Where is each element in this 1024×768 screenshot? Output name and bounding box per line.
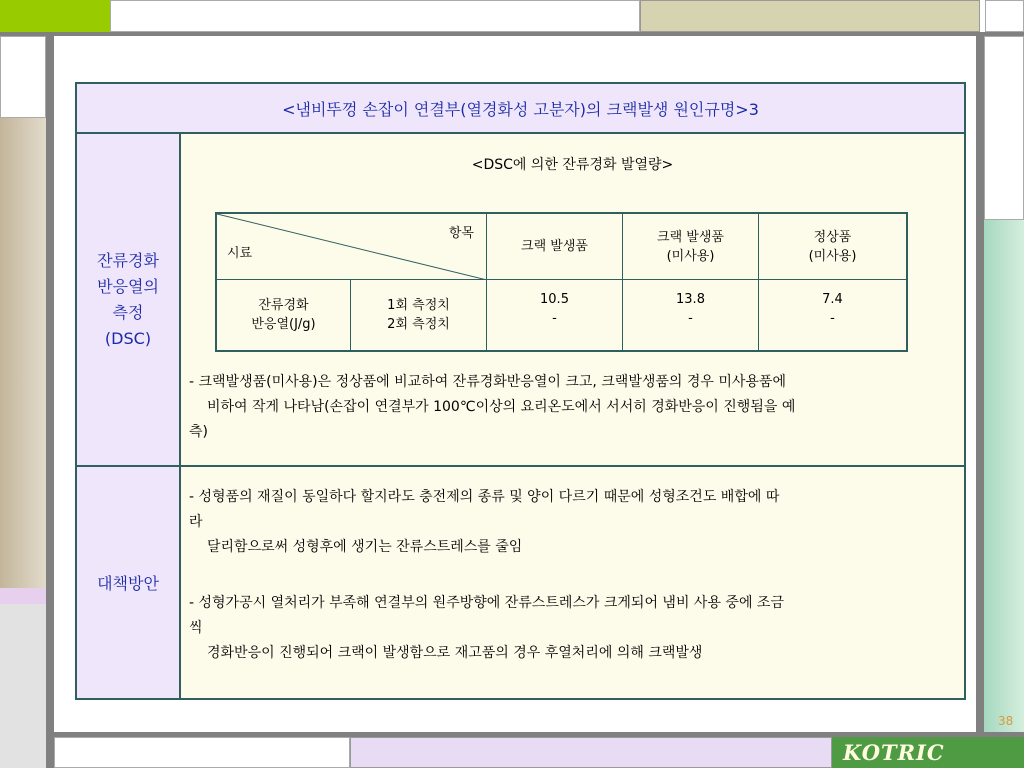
left-gray-block [0, 604, 46, 768]
brand-logo: KOTRIC [843, 740, 945, 765]
left-bar [46, 36, 54, 768]
dsc-caption: <DSC에 의한 잔류경화 발열량> [471, 157, 674, 173]
header-col-crack-unused-sub: (미사용) [666, 248, 715, 264]
dsc-note-line: 비하여 작게 나타남(손잡이 연결부가 100℃이상의 요리온도에서 서서히 경화반응이 진행됨을 예 [207, 399, 796, 415]
top-green-block [0, 0, 110, 32]
header-col-crack-unused-text: 크랙 발생품 [657, 229, 724, 245]
left-white-block [0, 36, 46, 118]
value-crack-cell [487, 280, 623, 350]
header-col-normal [759, 214, 906, 280]
main-table [75, 82, 966, 700]
bottom-white-block [54, 737, 350, 768]
countermeasure-label: 대책방안 [77, 467, 181, 698]
bullet-line: - 성형가공시 열처리가 부족해 연결부의 원주방향에 잔류스트레스가 크게되어 냄비 사용 중에 조금 [189, 595, 784, 611]
dsc-label-line: 반응열의 [97, 276, 159, 296]
header-col-normal-sub: (미사용) [808, 248, 857, 264]
row-sub-line: 2회 측정치 [387, 317, 450, 332]
value-line: 10.5 [540, 292, 569, 307]
header-col-normal-text: 정상품 [813, 229, 852, 245]
bullet-line: 경화반응이 진행되어 크랙이 발생함으로 재고품의 경우 후열처리에 의해 크랙발생 [207, 645, 703, 661]
dsc-label-line: 측정 [112, 302, 144, 322]
top-khaki-block [640, 0, 980, 32]
value-crack-unused-cell [623, 280, 759, 350]
header-col-crack-unused [623, 214, 759, 280]
row-label-line: 잔류경화 [258, 298, 309, 313]
dsc-label-line: (DSC) [104, 328, 152, 348]
bullet-line: 씩 [189, 620, 203, 636]
value-line: - [688, 311, 693, 326]
right-bar [976, 36, 984, 732]
bottom-lavender-block [350, 737, 832, 768]
header-sample-label: 시료 [227, 246, 253, 261]
value-line: - [830, 311, 835, 326]
right-green-block [984, 220, 1024, 732]
bullet-line: 달리함으로써 성형후에 생기는 잔류스트레스를 줄임 [207, 539, 523, 555]
dsc-label-line: 잔류경화 [97, 250, 159, 270]
dsc-table [215, 212, 908, 352]
top-white-block [110, 0, 640, 32]
bullet-line: - 성형품의 재질이 동일하다 할지라도 충전제의 종류 및 양이 다르기 때문에 성형조건도 배합에 따 [189, 489, 780, 505]
countermeasure-content [181, 467, 964, 698]
header-item-label: 항목 [448, 226, 474, 241]
header-corner-cell [217, 214, 487, 280]
value-line: - [552, 311, 557, 326]
countermeasure-bullet [189, 485, 959, 560]
value-line: 13.8 [676, 292, 705, 307]
row-sub-line: 1회 측정치 [387, 298, 450, 313]
dsc-note-line: - 크랙발생품(미사용)은 정상품에 비교하여 잔류경화반응열이 크고, 크랙발생품의 경우 미사용품에 [189, 374, 786, 390]
right-white-block [984, 36, 1024, 220]
left-tan-block [0, 118, 46, 588]
dsc-section-content [181, 134, 964, 467]
left-pink-block [0, 588, 46, 604]
value-normal-cell [759, 280, 906, 350]
dsc-section-label [77, 134, 181, 467]
top-bar [0, 32, 1024, 36]
page-number: 38 [998, 714, 1014, 728]
header-col-crack-text: 크랙 발생품 [521, 239, 588, 254]
row-label-cell [217, 280, 351, 350]
row-label-line: 반응열(J/g) [251, 317, 316, 332]
header-col-crack [487, 214, 623, 280]
row-sub-cell [351, 280, 487, 350]
slide-title: <냄비뚜껑 손잡이 연결부(열경화성 고분자)의 크랙발생 원인규명>3 [77, 84, 964, 134]
dsc-note [189, 370, 959, 445]
value-line: 7.4 [822, 292, 843, 307]
bullet-line: 라 [189, 514, 203, 530]
top-right-block [985, 0, 1024, 32]
dsc-note-line: 측) [189, 424, 208, 440]
diagonal-line [217, 214, 487, 280]
countermeasure-bullet [189, 591, 959, 666]
